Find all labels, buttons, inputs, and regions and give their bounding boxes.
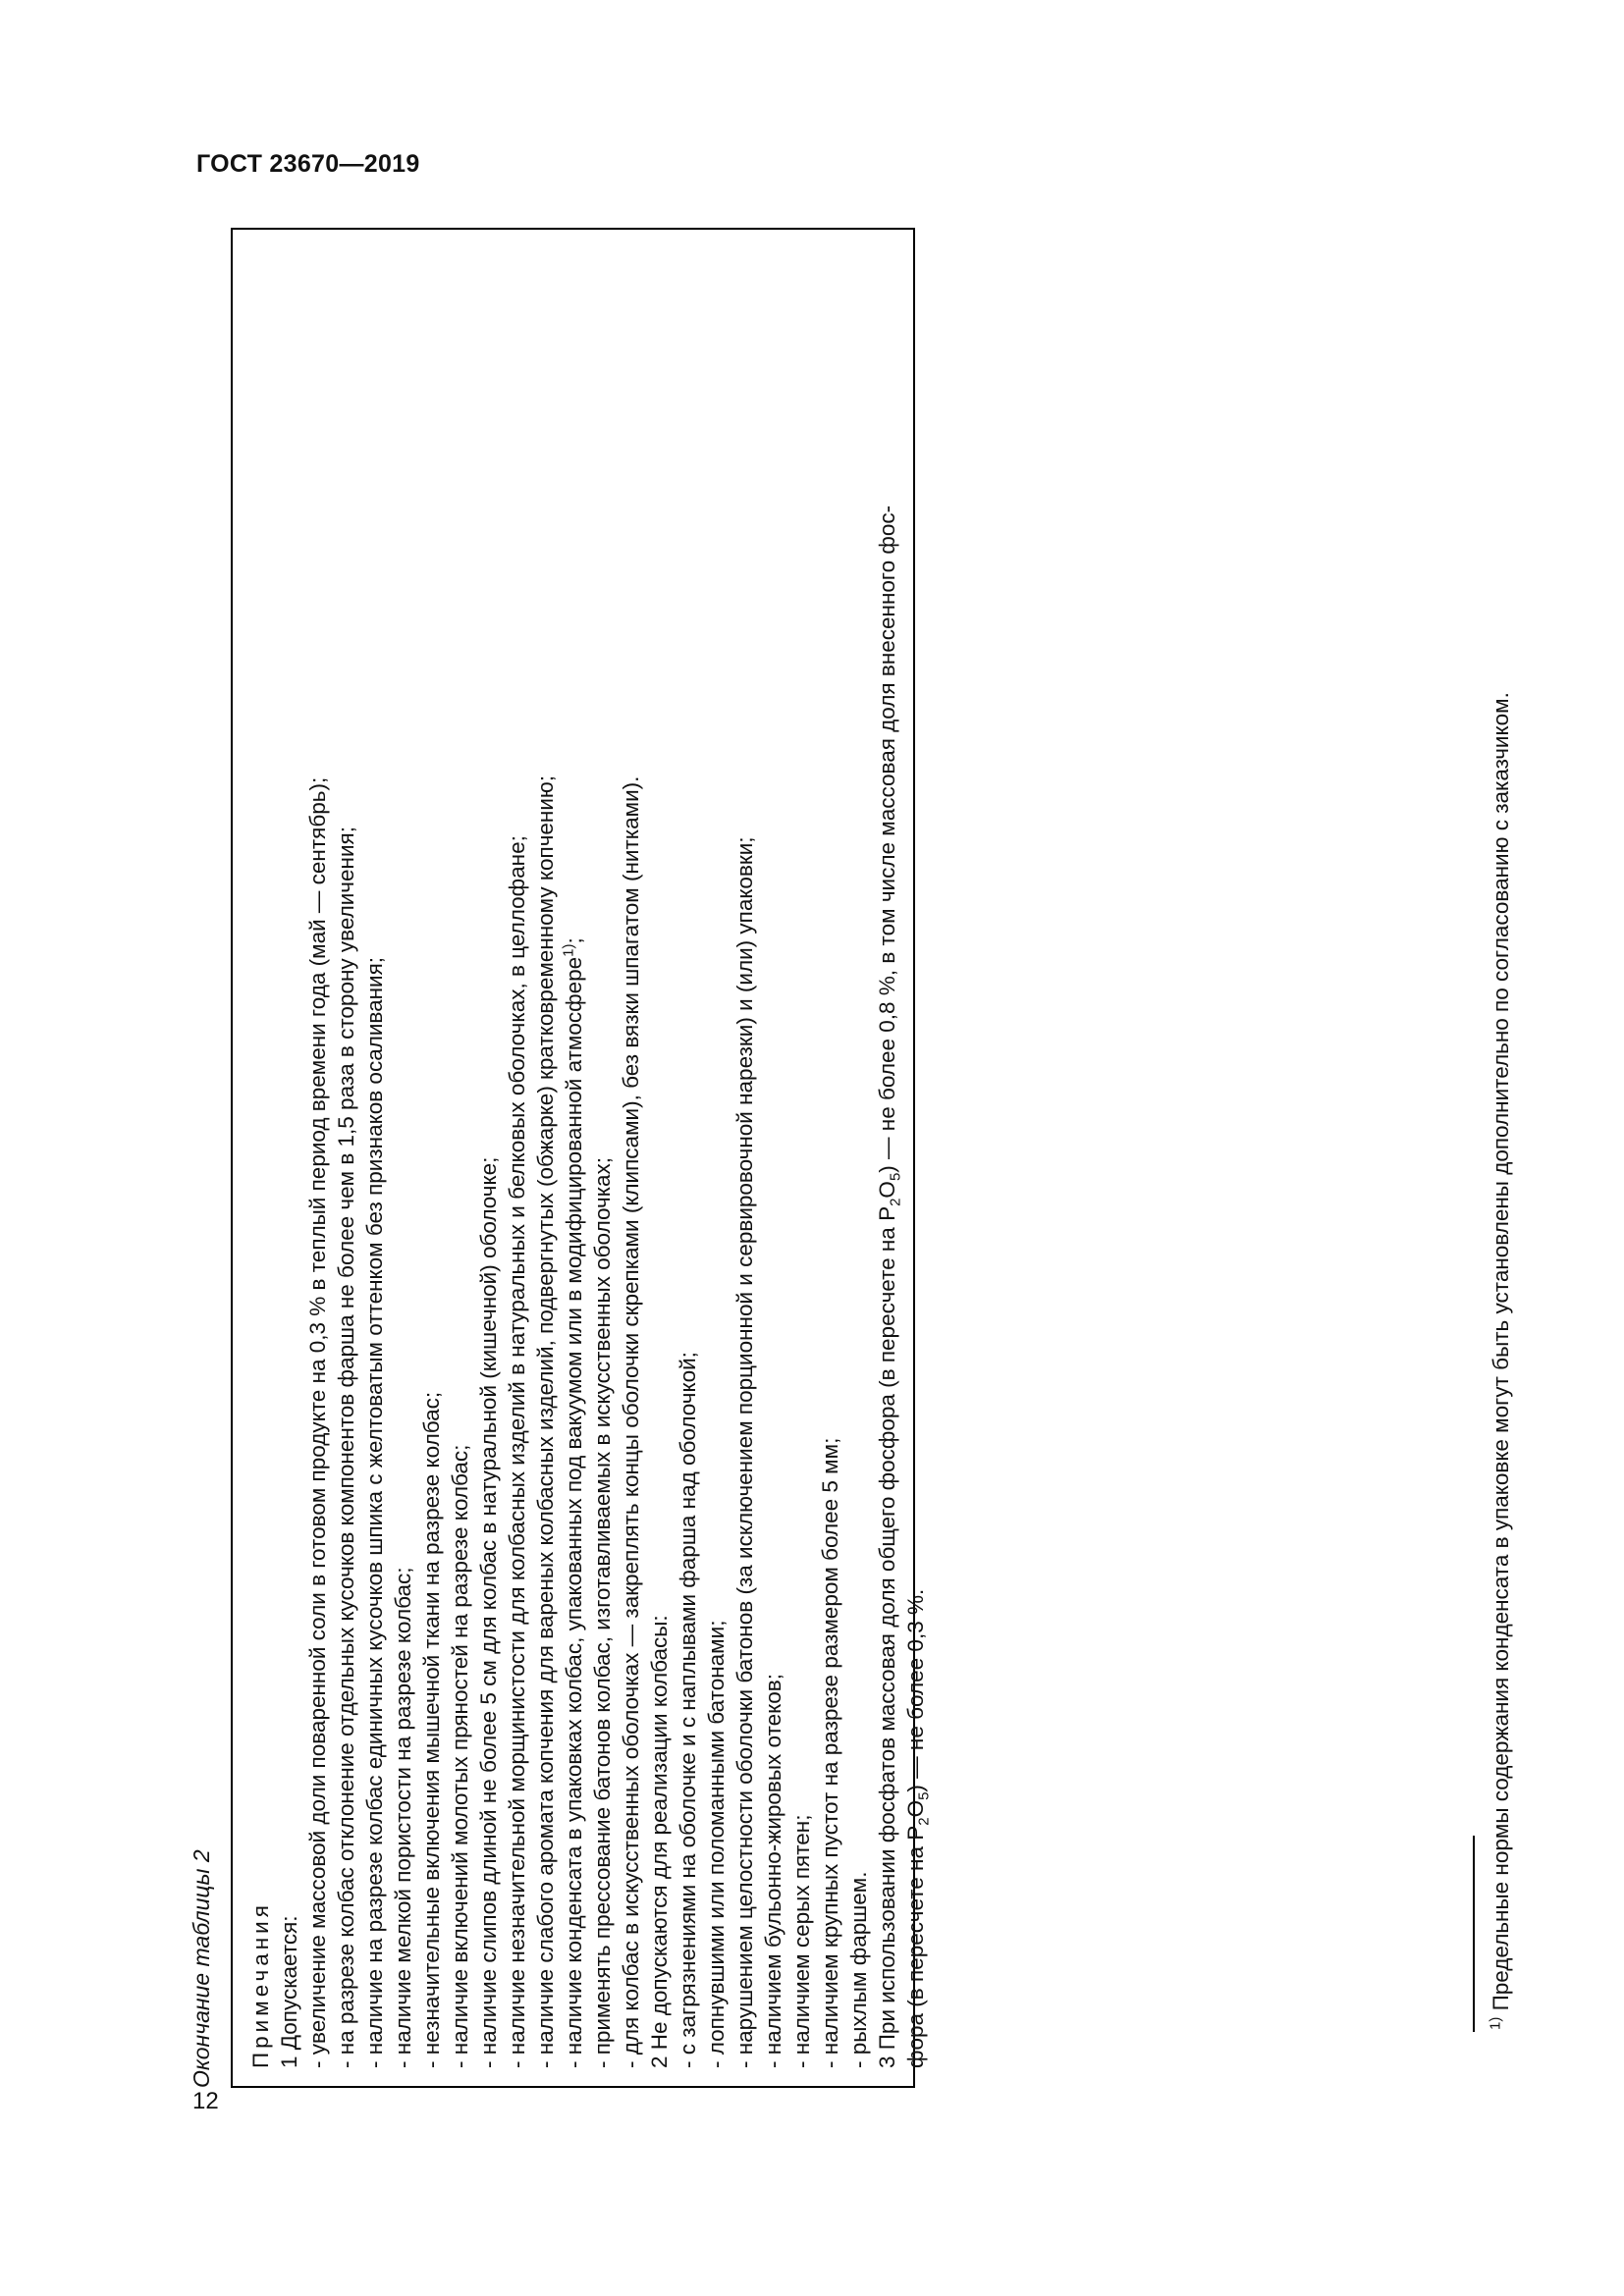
note-1-item: - наличие слипов длиной не более 5 см для колбас в натуральной (кишечной) оболочке; <box>476 1156 501 2068</box>
rotated-footnote-content <box>1473 491 1532 2032</box>
document-standard-code: ГОСТ 23670—2019 <box>196 150 420 178</box>
subscript: 2 <box>915 1817 933 1826</box>
rotated-table-area <box>189 228 933 2088</box>
note-1-item-condensate <box>560 252 588 2068</box>
rotated-table-content <box>189 228 933 2088</box>
note-2-item: - наличием бульонно-жировых отеков; <box>761 1674 785 2068</box>
note-1-item: - на разрезе колбас отклонение отдельных кусочков компонентов фарша не более чем в 1,5 раза в сторону увеличения; <box>334 827 358 2068</box>
note-3-text: 3 При использовании фосфатов массовая доля общего фосфора (в пересчете на P <box>875 1205 899 2068</box>
table-caption: Окончание таблицы 2 <box>189 1849 214 2088</box>
note-1-item: - незначительные включения мышечной ткани на разрезе колбас; <box>419 1391 444 2068</box>
condensate-text: - наличие конденсата в упаковках колбас, упакованных под вакуумом или в модифицированной атмосфере <box>562 956 586 2068</box>
note-1-item: - наличие незначительной морщинистости для колбасных изделий в натуральных и белковых оболочках, в целлофане; <box>505 835 529 2068</box>
notes-title: Примечания <box>248 1901 273 2068</box>
footnote-reference: 1) <box>560 943 577 957</box>
note-2-item: - наличием крупных пустот на разрезе размером более 5 мм; <box>818 1437 842 2068</box>
subscript: 5 <box>915 1791 933 1800</box>
notes-table <box>231 228 933 2088</box>
note-2-intro: 2 Не допускаются для реализации колбасы: <box>647 1615 672 2068</box>
page-number: 12 <box>192 2088 219 2114</box>
notes-block <box>246 252 933 2068</box>
note-1-item: - применять прессование батонов колбас, изготавливаемых в искусственных оболочках; <box>590 1156 615 2068</box>
note-1-item: - для колбас в искусственных оболочках — закреплять концы оболочки скрепками (клипсами), без вязки шпагатом (нитками). <box>619 775 643 2068</box>
note-1-item: - наличие включений молотых пряностей на разрезе колбас; <box>448 1444 472 2068</box>
footnote-text: Предельные нормы содержания конденсата в упаковке могут быть установлены дополнительно по согласованию с заказчиком. <box>1489 692 1513 2017</box>
subscript: 2 <box>887 1198 904 1206</box>
condensate-end: ; <box>562 937 586 944</box>
note-1-item: - наличие мелкой пористости на разрезе колбас; <box>391 1567 415 2068</box>
note-1-item: - увеличение массовой доли поваренной соли в готовом продукте на 0,3 % в теплый период времени года (май — сентябрь); <box>305 776 330 2068</box>
note-3-line-1 <box>873 252 904 2068</box>
note-3-text: ) — не более 0,8 %, в том числе массовая доля внесенного фос- <box>875 505 899 1173</box>
note-2-item: - лопнувшими или поломанными батонами; <box>704 1620 729 2068</box>
note-3-text: фора (в пересчете на P <box>903 1825 928 2068</box>
note-1-item: - наличие на разрезе колбас единичных кусочков шпика с желтоватым оттенком без признаков осаливания; <box>362 956 387 2068</box>
footnote <box>1489 692 1514 2030</box>
note-3-line-2 <box>901 252 933 2068</box>
note-1-intro: 1 Допускается: <box>277 1915 301 2068</box>
note-3-text: ) — не более 0,3 %. <box>903 1588 928 1792</box>
footnote-separator <box>1473 1836 1475 2032</box>
subscript: 5 <box>887 1172 904 1182</box>
footnote-marker: 1) <box>1487 2016 1504 2030</box>
note-3-text: O <box>875 1181 899 1199</box>
note-2-item: - нарушением целостности оболочки батонов (за исключением порционной и сервировочной нарезки) и (или) упаковки; <box>732 836 757 2068</box>
note-2-item: - рыхлым фаршем. <box>846 1871 871 2068</box>
rotated-footnote-area <box>1473 491 1532 2032</box>
note-3-text: O <box>903 1799 928 1818</box>
note-2-item: - с загрязнениями на оболочке и с наплывами фарша над оболочкой; <box>676 1352 700 2068</box>
note-2-item: - наличием серых пятен; <box>789 1814 814 2068</box>
note-1-item: - наличие слабого аромата копчения для вареных колбасных изделий, подвергнутых (обжарке) кратковременному копчению; <box>533 774 558 2068</box>
